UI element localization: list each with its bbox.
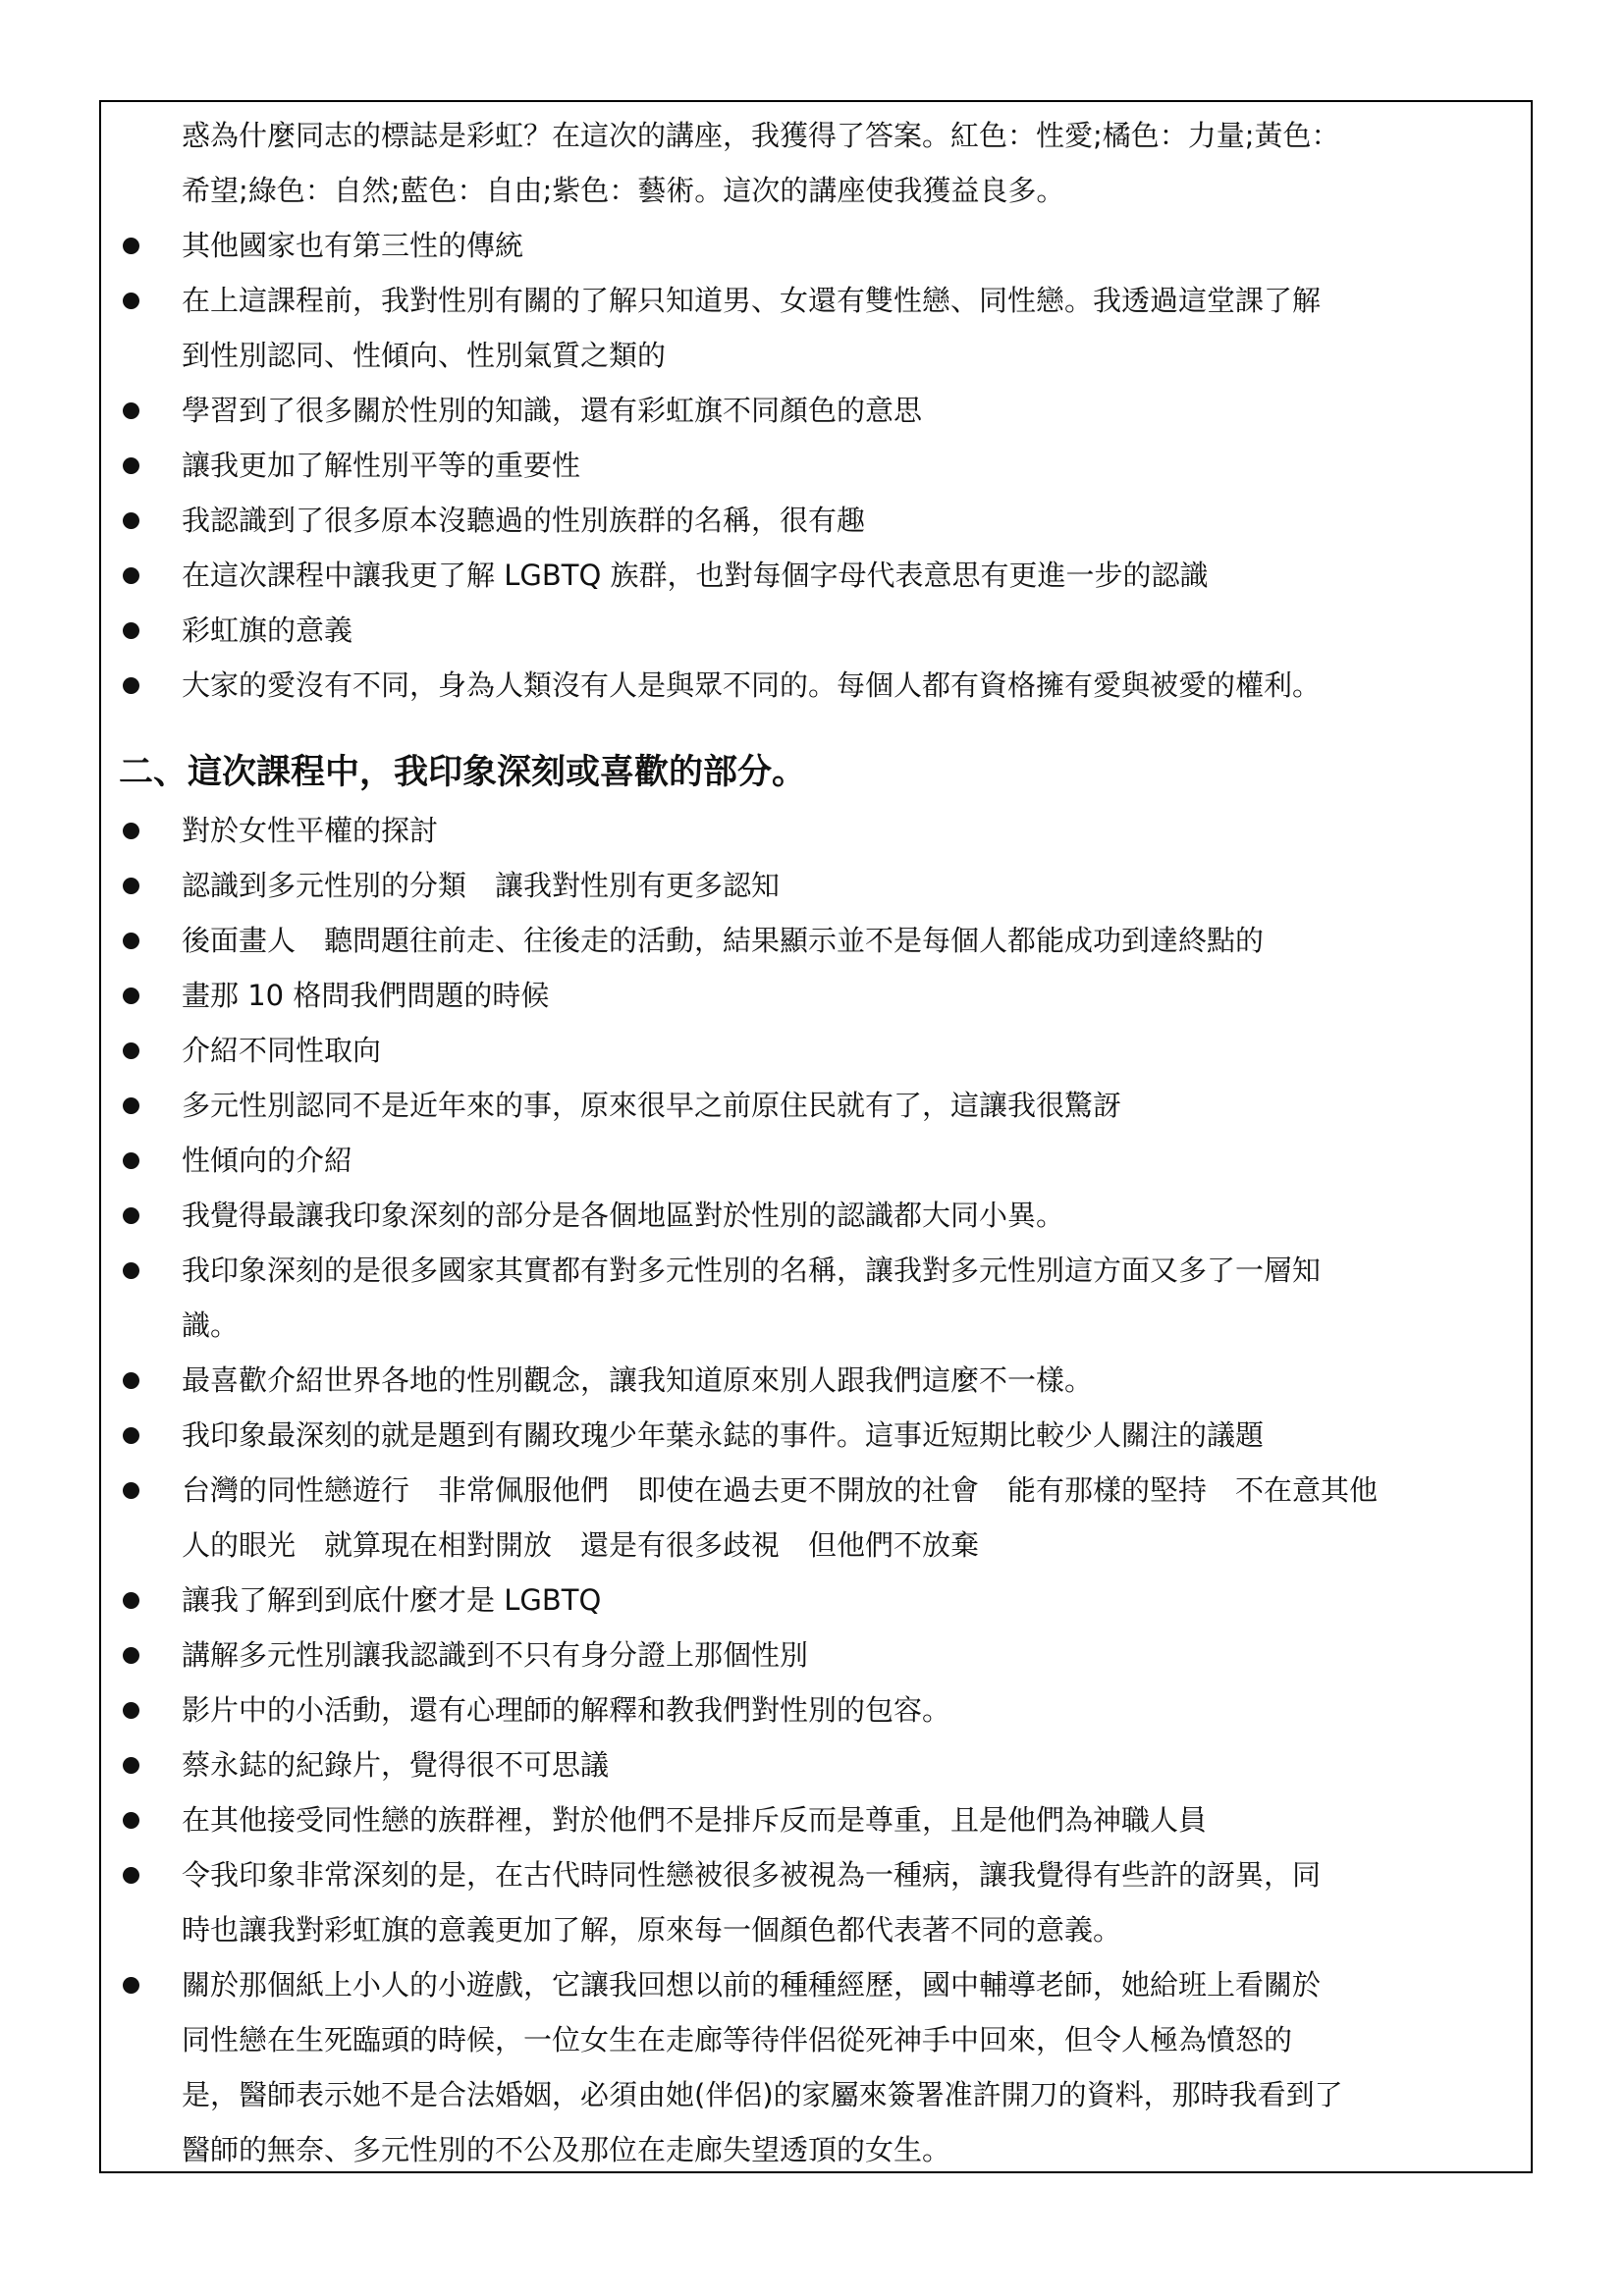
bullet-icon xyxy=(123,988,139,1004)
text-line: 我印象最深刻的就是題到有關玫瑰少年葉永鋕的事件。這事近短期比較少人關注的議題 xyxy=(182,1418,1265,1452)
text-line: 講解多元性別讓我認識到不只有身分證上那個性別 xyxy=(182,1638,809,1672)
section-heading: 二、這次課程中，我印象深刻或喜歡的部分。 xyxy=(119,753,807,792)
list-item xyxy=(119,803,1513,858)
bullet-icon xyxy=(123,512,139,529)
bullet-icon xyxy=(123,878,139,894)
text-line: 彩虹旗的意義 xyxy=(182,614,353,647)
list-item xyxy=(119,438,1513,493)
text-line: 在上這課程前，我對性別有關的了解只知道男、女還有雙性戀、同性戀。我透過這堂課了解 xyxy=(182,284,1322,317)
section-1 xyxy=(119,108,1513,713)
list-item xyxy=(119,1792,1513,1847)
list-item xyxy=(119,1957,1513,2177)
bullet-icon xyxy=(123,567,139,584)
text-line: 在這次課程中讓我更了解 LGBTQ 族群，也對每個字母代表意思有更進一步的認識 xyxy=(182,559,1209,592)
text-line: 希望;綠色：自然;藍色：自由;紫色：藝術。這次的講座使我獲益良多。 xyxy=(182,174,1065,207)
bullet-icon xyxy=(123,1757,139,1774)
text-line: 關於那個紙上小人的小遊戲，它讓我回想以前的種種經歷，國中輔導老師，她給班上看關於 xyxy=(182,1968,1322,2002)
text-line: 識。 xyxy=(182,1308,240,1342)
list-item xyxy=(119,383,1513,438)
bullet-icon xyxy=(123,1427,139,1444)
bullet-icon xyxy=(123,1702,139,1719)
bullet-icon xyxy=(123,293,139,309)
list-item xyxy=(119,1628,1513,1682)
text-line: 學習到了很多關於性別的知識，還有彩虹旗不同顏色的意思 xyxy=(182,394,923,427)
text-line: 認識到多元性別的分類 讓我對性別有更多認知 xyxy=(182,869,781,902)
list-item xyxy=(119,1353,1513,1408)
list-item xyxy=(119,1682,1513,1737)
list-item xyxy=(119,1408,1513,1463)
list-item xyxy=(119,968,1513,1023)
list-item xyxy=(119,1023,1513,1078)
text-line: 畫那 10 格問我們問題的時候 xyxy=(182,979,550,1012)
text-line: 人的眼光 就算現在相對開放 還是有很多歧視 但他們不放棄 xyxy=(182,1528,980,1562)
bullet-icon xyxy=(123,238,139,254)
text-line: 蔡永鋕的紀錄片，覺得很不可思議 xyxy=(182,1748,610,1782)
text-line: 時也讓我對彩虹旗的意義更加了解，原來每一個顏色都代表著不同的意義。 xyxy=(182,1913,1122,1947)
text-line: 醫師的無奈、多元性別的不公及那位在走廊失望透頂的女生。 xyxy=(182,2133,951,2166)
bullet-icon xyxy=(123,1152,139,1169)
list-item xyxy=(119,658,1513,713)
text-line: 我覺得最讓我印象深刻的部分是各個地區對於性別的認識都大同小異。 xyxy=(182,1199,1065,1232)
text-line: 最喜歡介紹世界各地的性別觀念，讓我知道原來別人跟我們這麼不一樣。 xyxy=(182,1363,1094,1397)
section-2 xyxy=(119,742,1513,2177)
bullet-icon xyxy=(123,457,139,474)
text-line: 影片中的小活動，還有心理師的解釋和教我們對性別的包容。 xyxy=(182,1693,951,1727)
text-line: 多元性別認同不是近年來的事，原來很早之前原住民就有了，這讓我很驚訝 xyxy=(182,1089,1122,1122)
bullet-icon xyxy=(123,1207,139,1224)
list-item xyxy=(119,603,1513,658)
list-item xyxy=(119,913,1513,968)
text-line: 令我印象非常深刻的是，在古代時同性戀被很多被視為一種病，讓我覺得有些許的訝異，同 xyxy=(182,1858,1322,1892)
bullet-icon xyxy=(123,1977,139,1994)
text-line: 後面畫人 聽問題往前走、往後走的活動，結果顯示並不是每個人都能成功到達終點的 xyxy=(182,924,1265,957)
bullet-icon xyxy=(123,1042,139,1059)
text-line: 台灣的同性戀遊行 非常佩服他們 即使在過去更不開放的社會 能有那樣的堅持 不在意其他 xyxy=(182,1473,1379,1507)
list-item xyxy=(119,1078,1513,1133)
text-line: 對於女性平權的探討 xyxy=(182,814,439,847)
text-line: 大家的愛沒有不同，身為人類沒有人是與眾不同的。每個人都有資格擁有愛與被愛的權利。 xyxy=(182,668,1322,702)
list-item xyxy=(119,218,1513,273)
text-line: 性傾向的介紹 xyxy=(182,1144,353,1177)
page-content xyxy=(119,108,1513,2177)
bullet-icon xyxy=(123,1097,139,1114)
list-item xyxy=(119,1463,1513,1573)
bullet-list xyxy=(119,218,1513,713)
list-item xyxy=(119,273,1513,383)
list-item xyxy=(119,1133,1513,1188)
bullet-icon xyxy=(123,1812,139,1829)
bullet-icon xyxy=(123,1482,139,1499)
list-item xyxy=(119,858,1513,913)
text-line: 在其他接受同性戀的族群裡，對於他們不是排斥反而是尊重，且是他們為神職人員 xyxy=(182,1803,1208,1837)
bullet-icon xyxy=(123,677,139,694)
text-line: 讓我了解到到底什麼才是 LGBTQ xyxy=(182,1583,602,1617)
list-item xyxy=(119,493,1513,548)
bullet-icon xyxy=(123,823,139,839)
text-line: 我印象深刻的是很多國家其實都有對多元性別的名稱，讓我對多元性別這方面又多了一層知 xyxy=(182,1254,1322,1287)
bullet-icon xyxy=(123,1372,139,1389)
bullet-icon xyxy=(123,933,139,949)
bullet-icon xyxy=(123,1592,139,1609)
continued-paragraph xyxy=(119,108,1513,218)
list-item xyxy=(119,1243,1513,1353)
bullet-icon xyxy=(123,622,139,639)
text-line: 讓我更加了解性別平等的重要性 xyxy=(182,449,581,482)
bullet-icon xyxy=(123,1262,139,1279)
bullet-icon xyxy=(123,1647,139,1664)
text-line: 是，醫師表示她不是合法婚姻，必須由她(伴侶)的家屬來簽署准許開刀的資料，那時我看到了 xyxy=(182,2078,1343,2111)
list-item xyxy=(119,1737,1513,1792)
list-item xyxy=(119,1573,1513,1628)
bullet-icon xyxy=(123,402,139,419)
bullet-icon xyxy=(123,1867,139,1884)
text-line: 到性別認同、性傾向、性別氣質之類的 xyxy=(182,339,667,372)
text-line: 其他國家也有第三性的傳統 xyxy=(182,229,524,262)
list-item xyxy=(119,548,1513,603)
text-line: 同性戀在生死臨頭的時候，一位女生在走廊等待伴侶從死神手中回來，但令人極為憤怒的 xyxy=(182,2023,1293,2056)
list-item xyxy=(119,1847,1513,1957)
page-frame xyxy=(99,100,1533,2173)
bullet-list xyxy=(119,803,1513,2177)
text-line: 惑為什麼同志的標誌是彩虹？在這次的講座，我獲得了答案。紅色：性愛;橘色：力量;黃色： xyxy=(182,119,1340,152)
text-line: 我認識到了很多原本沒聽過的性別族群的名稱，很有趣 xyxy=(182,504,866,537)
text-line: 介紹不同性取向 xyxy=(182,1034,382,1067)
list-item xyxy=(119,1188,1513,1243)
